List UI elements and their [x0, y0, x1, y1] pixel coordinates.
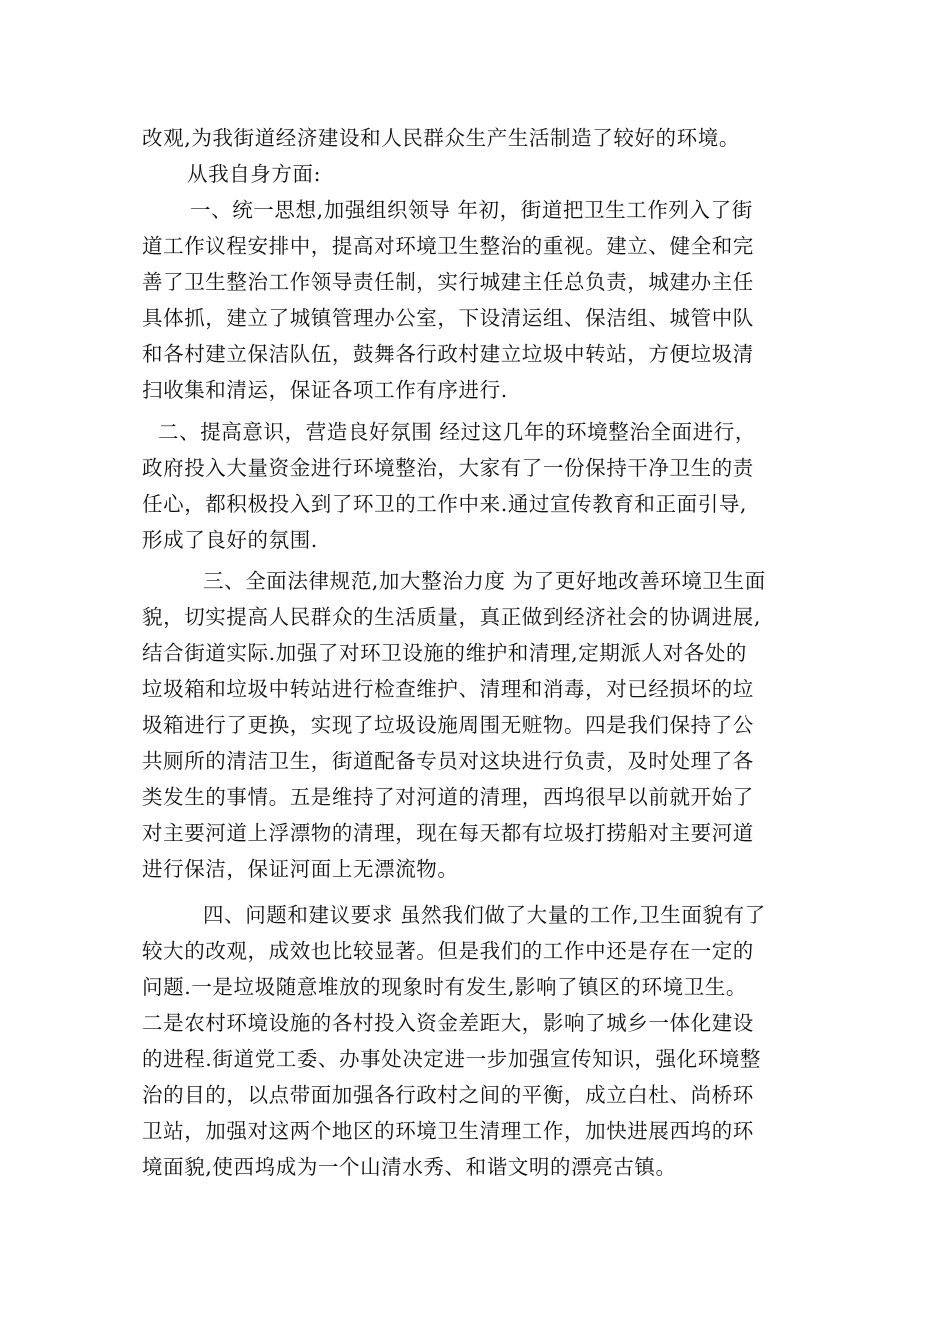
text-line: 治的目的，以点带面加强各行政村之间的平衡，成立白杜、尚桥环	[142, 1083, 754, 1107]
text-line: 从我自身方面:	[187, 162, 322, 186]
text-line: 政府投入大量资金进行环境整治，大家有了一份保持干净卫生的责	[142, 456, 754, 480]
text-line: 和各村建立保洁队伍，鼓舞各行政村建立垃圾中转站，方便垃圾清	[142, 342, 754, 366]
text-line: 任心，都积极投入到了环卫的工作中来.通过宣传教育和正面引导,	[142, 492, 748, 516]
text-line: 圾箱进行了更换，实现了垃圾设施周围无赃物。四是我们保持了公	[142, 713, 754, 737]
text-line: 道工作议程安排中，提高对环境卫生整治的重视。建立、健全和完	[142, 234, 754, 258]
text-line: 四、问题和建议要求 虽然我们做了大量的工作,卫生面貌有了	[203, 903, 766, 927]
text-line: 形成了良好的氛围.	[142, 528, 318, 552]
text-line: 三、全面法律规范,加大整治力度 为了更好地改善环境卫生面	[203, 569, 766, 593]
text-line: 垃圾箱和垃圾中转站进行检查维护、清理和消毒，对已经损坏的垃	[142, 677, 754, 701]
text-line: 貌，切实提高人民群众的生活质量，真正做到经济社会的协调进展,	[142, 605, 762, 629]
text-line: 共厕所的清洁卫生，街道配备专员对这块进行负责，及时处理了各	[142, 749, 754, 773]
text-line: 一、统一思想,加强组织领导 年初，街道把卫生工作列入了街	[190, 198, 753, 222]
text-line: 具体抓，建立了城镇管理办公室，下设清运组、保洁组、城管中队	[142, 306, 754, 330]
text-line: 扫收集和清运，保证各项工作有序进行.	[142, 378, 508, 402]
text-line: 对主要河道上浮漂物的清理，现在每天都有垃圾打捞船对主要河道	[142, 821, 754, 845]
text-line: 类发生的事情。五是维持了对河道的清理，西坞很早以前就开始了	[142, 785, 754, 809]
text-line: 较大的改观，成效也比较显著。但是我们的工作中还是存在一定的	[142, 939, 754, 963]
text-line: 结合街道实际.加强了对环卫设施的维护和清理,定期派人对各处的	[142, 641, 748, 665]
text-line: 进行保洁，保证河面上无漂流物。	[142, 857, 459, 881]
text-line: 卫站，加强对这两个地区的环境卫生清理工作，加快进展西坞的环	[142, 1119, 754, 1143]
text-line: 境面貌,使西坞成为一个山清水秀、和谐文明的漂亮古镇。	[142, 1155, 677, 1179]
text-line: 改观,为我街道经济建设和人民群众生产生活制造了较好的环境。	[142, 126, 740, 150]
text-line: 问题.一是垃圾随意堆放的现象时有发生,影响了镇区的环境卫生。	[142, 975, 748, 999]
text-line: 善了卫生整治工作领导责任制，实行城建主任总负责，城建办主任	[142, 270, 754, 294]
text-line: 的进程.街道党工委、办事处决定进一步加强宣传知识，强化环境整	[142, 1047, 762, 1071]
text-line: 二是农村环境设施的各村投入资金差距大，影响了城乡一体化建设	[142, 1011, 754, 1035]
text-line: 二、提高意识，营造良好氛围 经过这几年的环境整治全面进行，	[158, 420, 756, 444]
